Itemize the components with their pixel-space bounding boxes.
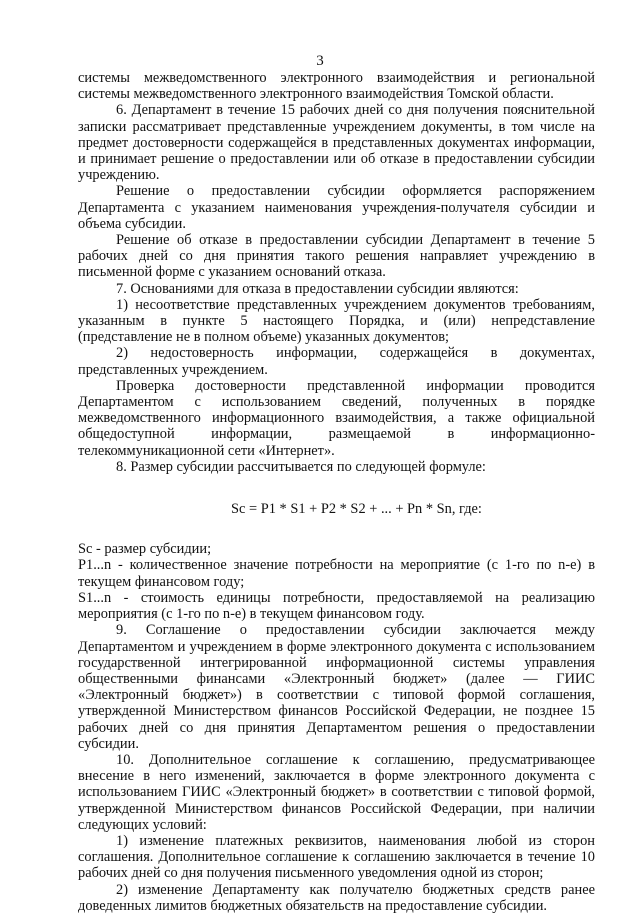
paragraph-10-item-2: 2) изменение Департаменту как получателю бюджетных средств ранее доведенных лимитов бюджетных обязательств на предоставление субсидии. — [78, 881, 595, 914]
paragraph-7-item-1: 1) несоответствие представленных учреждением документов требованиям, указанным в пункте 5 настоящего Порядка, и (или) непредставление (представление не в полном объеме) указанных документов; — [78, 296, 595, 346]
paragraph-continuation: системы межведомственного электронного взаимодействия и региональной системы межведомственного электронного взаимодействия Томской области. — [78, 70, 595, 103]
paragraph-9: 9. Соглашение о предоставлении субсидии заключается между Департаментом и учреждением в форме электронного документа с использованием государственной интегрированной информационной системы управления общественными финансами «Электронный бюджет» (далее — ГИИС «Электронный бюджет») в соответствии с типовой формой соглашения, утвержденной Министерством финансов Российской Федерации, не позднее 15 рабочих дней со дня принятия Департаментом решения о предоставлении субсидии. — [78, 622, 595, 752]
paragraph-10: 10. Дополнительное соглашение к соглашению, предусматривающее внесение в него изменений, заключается в форме электронного документа с использованием ГИИС «Электронный бюджет» в соответствии с типовой формой, утвержденной Министерством финансов Российской Федерации, при наличии следующих условий: — [78, 751, 595, 833]
subsidy-formula: Sc = P1 * S1 + P2 * S2 + ... + Pn * Sn, где: — [231, 501, 482, 518]
definition-s: S1...n - стоимость единицы потребности, предоставляемой на реализацию мероприятия (с 1-го по n-е) в текущем финансовом году. — [78, 589, 595, 623]
paragraph-8: 8. Размер субсидии рассчитывается по следующей формуле: — [116, 458, 486, 475]
paragraph-7-item-2: 2) недостоверность информации, содержащейся в документах, представленных учреждением. — [78, 345, 595, 378]
paragraph-6-grant-decision: Решение о предоставлении субсидии оформляется распоряжением Департамента с указанием наименования учреждения-получателя субсидии и объема субсидии. — [78, 183, 595, 232]
definition-p: P1...n - количественное значение потребности на мероприятие (с 1-го по n-е) в текущем финансовом году; — [78, 557, 595, 590]
definition-sc: Sc - размер субсидии; — [78, 541, 212, 558]
document-body — [78, 70, 595, 914]
paragraph-10-item-1: 1) изменение платежных реквизитов, наименования любой из сторон соглашения. Дополнительное соглашение к соглашению заключается в течение 10 рабочих дней со дня получения письменного уведомления одной из сторон; — [78, 832, 595, 882]
page-number: 3 — [316, 53, 324, 69]
paragraph-6-refusal-decision: Решение об отказе в предоставлении субсидии Департамент в течение 5 рабочих дней со дня принятия такого решения направляет учреждению в письменной форме с указанием оснований отказа. — [78, 232, 595, 281]
paragraph-7: 7. Основаниями для отказа в предоставлении субсидии являются: — [116, 280, 519, 297]
paragraph-7-verification: Проверка достоверности представленной информации проводится Департаментом с использованием сведений, полученных в порядке межведомственного информационного взаимодействия, а также официальной общедоступной информации, размещаемой в информационно-телекоммуникационной сети «Интернет». — [78, 377, 595, 459]
paragraph-6: 6. Департамент в течение 15 рабочих дней со дня получения пояснительной записки рассматривает представленные учреждением документы, в том числе на предмет достоверности содержащейся в представленных документах информации, и принимает решение о предоставлении или об отказе в предоставлении субсидии учреждению. — [78, 102, 595, 184]
